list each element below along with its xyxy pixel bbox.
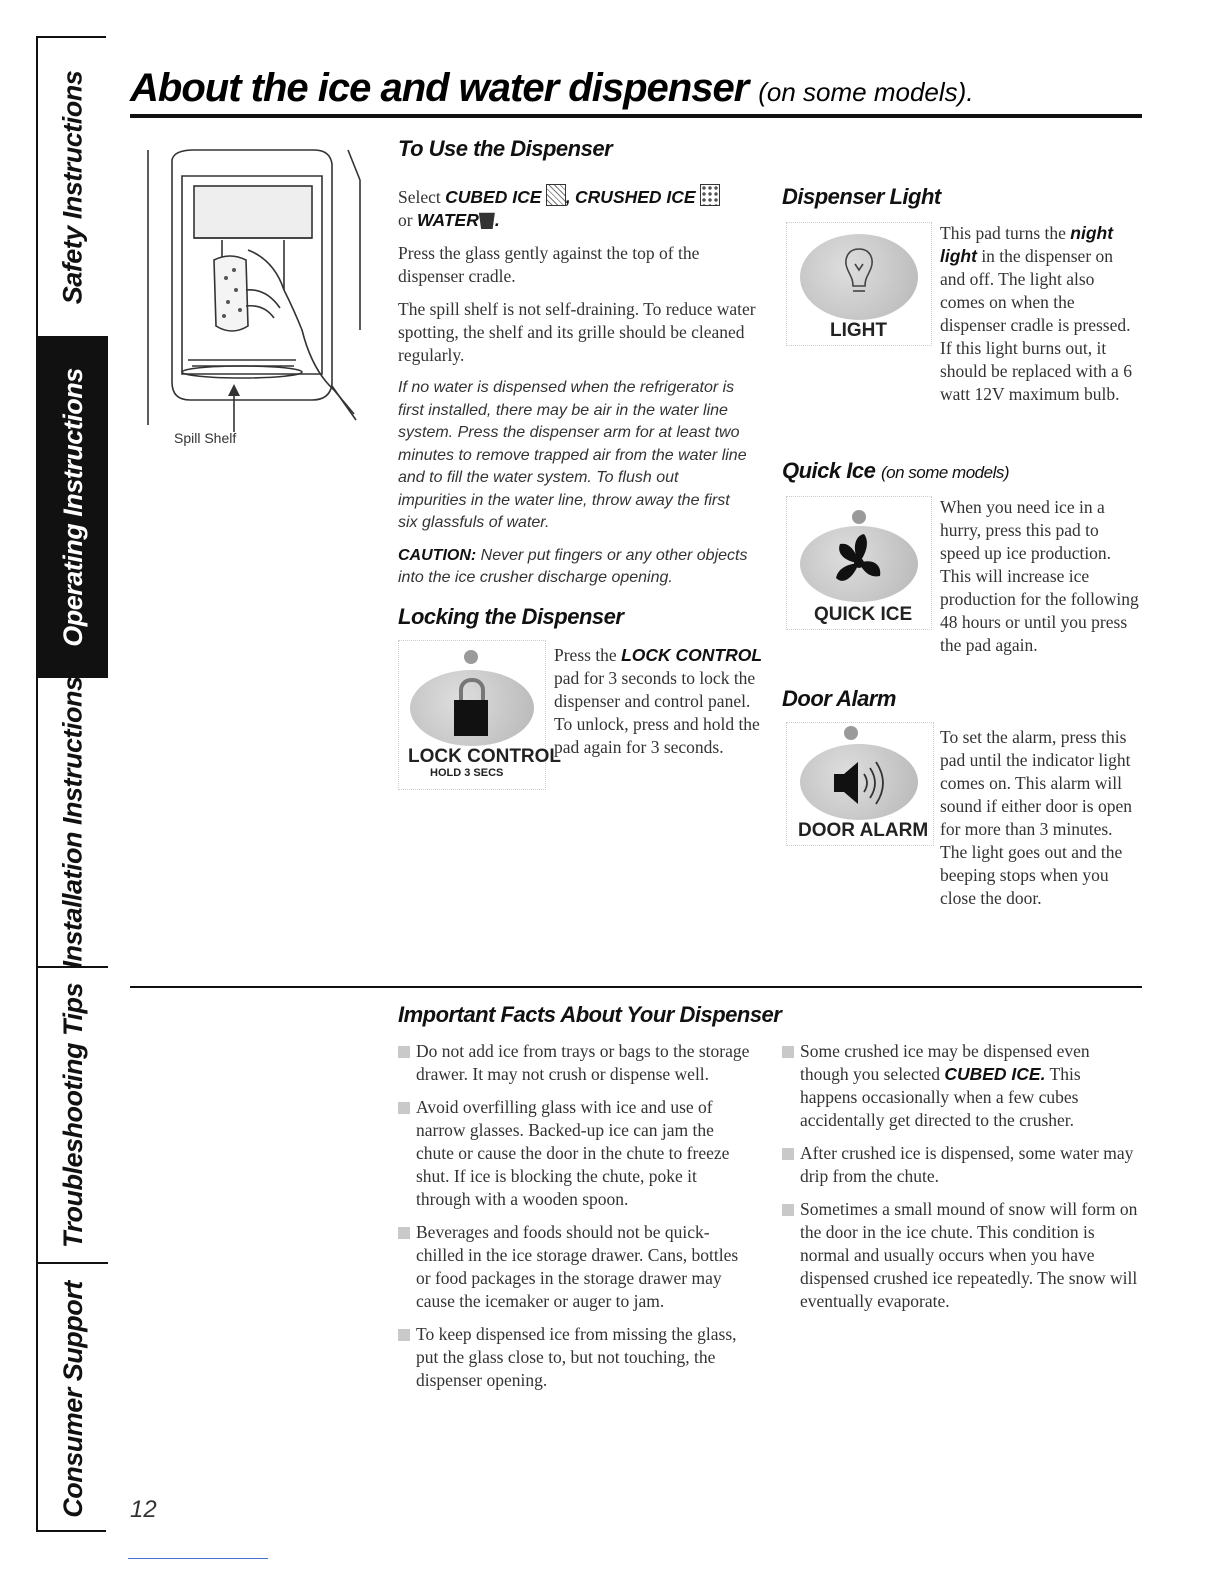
locking-text-1: Press the — [554, 645, 617, 665]
dispenser-illustration — [134, 140, 374, 440]
tab-label: Safety Instructions — [57, 70, 88, 304]
select-or: or — [398, 210, 413, 230]
select-sep: , — [565, 187, 571, 207]
page-number: 12 — [130, 1496, 157, 1523]
locking-keyword: LOCK CONTROL — [621, 645, 763, 665]
tab-consumer-support[interactable] — [38, 1264, 108, 1534]
caution-note — [398, 545, 748, 590]
list-item — [782, 1040, 1142, 1132]
title-main: About the ice and water dispenser — [130, 66, 749, 110]
use-heading: To Use the Dispenser — [398, 136, 613, 161]
locking-text — [554, 644, 764, 759]
light-text-1: This pad turns the — [940, 223, 1066, 243]
bullet-icon — [398, 1227, 410, 1239]
water-label: WATER — [416, 210, 479, 230]
select-end: . — [494, 210, 500, 230]
bullet-icon — [398, 1102, 410, 1114]
light-bulb-icon — [841, 246, 877, 302]
lock-control-pad[interactable] — [398, 640, 562, 790]
light-text-2: in the dispenser on and off. The light also comes on when the dispenser cradle is pressed. If this light burns out, it should be replaced with a 6 watt 12V maximum bulb. — [940, 246, 1132, 404]
list-item-text: Some crushed ice may be dispensed even though you selected — [800, 1041, 1090, 1084]
list-item — [398, 1221, 754, 1313]
use-paragraph-1: Press the glass gently against the top of the dispenser cradle. — [398, 243, 700, 286]
list-item — [782, 1142, 1142, 1188]
pad-label: QUICK ICE — [814, 604, 913, 625]
tab-label: Installation Instructions — [57, 675, 88, 969]
pad-label: DOOR ALARM — [798, 820, 929, 841]
list-item — [782, 1198, 1142, 1313]
tab-label: Operating Instructions — [57, 367, 88, 647]
locking-heading: Locking the Dispenser — [398, 604, 624, 629]
tab-safety-instructions[interactable] — [38, 38, 108, 338]
pad-label: LIGHT — [830, 320, 887, 341]
list-item-text: Avoid overfilling glass with ice and use of narrow glasses. Backed-up ice can jam the chute or cause the door in the chute to freeze shut. If ice is blocking the chute, poke it through with a wooden spoon. — [416, 1097, 730, 1209]
pad-label: LOCK CONTROL — [408, 746, 562, 767]
list-item — [398, 1040, 754, 1086]
tab-label: Consumer Support — [57, 1280, 88, 1518]
spill-shelf-caption: Spill Shelf — [174, 430, 237, 446]
bullet-icon — [398, 1046, 410, 1058]
indicator-light-icon — [464, 650, 478, 664]
bullet-icon — [398, 1329, 410, 1341]
locking-text-2: pad for 3 seconds to lock the dispenser and control panel. To unlock, press and hold the pad again for 3 seconds. — [554, 668, 760, 757]
list-item-text: Sometimes a small mound of snow will form on the door in the ice chute. This condition is normal and usually occurs when you have dispensed crushed ice repeatedly. The snow will eventually evaporate. — [800, 1199, 1138, 1311]
air-in-line-note: If no water is dispensed when the refrigerator is first installed, there may be air in the water line system. Press the dispenser arm for at least two minutes to remove trapped air from the water line and to fill the water system. To flush out impurities in the water line, throw away the first six glassfuls of water. — [398, 379, 747, 531]
fan-icon — [834, 530, 884, 596]
tab-label: Troubleshooting Tips — [57, 982, 88, 1248]
bullet-icon — [782, 1148, 794, 1160]
indicator-light-icon — [844, 726, 858, 740]
quick-ice-text: When you need ice in a hurry, press this pad to speed up ice production. This will increase ice production for the following 48 hours or until you press the pad again. — [940, 497, 1139, 655]
footer-line — [128, 1558, 268, 1559]
speaker-icon — [830, 754, 892, 812]
bullet-icon — [782, 1046, 794, 1058]
facts-heading: Important Facts About Your Dispenser — [398, 1002, 782, 1027]
list-item — [398, 1096, 754, 1211]
door-alarm-heading: Door Alarm — [782, 686, 896, 711]
caution-label: CAUTION: — [398, 546, 477, 564]
list-item-text: After crushed ice is dispensed, some water may drip from the chute. — [800, 1143, 1134, 1186]
cubed-ice-icon — [546, 184, 566, 206]
select-prefix: Select — [398, 187, 441, 207]
facts-list-left — [398, 1040, 754, 1402]
tab-troubleshooting-tips[interactable] — [38, 968, 108, 1264]
padlock-icon — [452, 678, 488, 738]
cubed-ice-label: CUBED ICE — [445, 187, 542, 207]
door-alarm-pad[interactable] — [786, 722, 934, 846]
indicator-light-icon — [852, 510, 866, 524]
crushed-ice-icon — [700, 184, 720, 206]
quick-ice-heading — [782, 458, 1009, 484]
water-icon — [479, 211, 495, 229]
quick-ice-heading-note: (on some models) — [880, 463, 1010, 482]
light-heading: Dispenser Light — [782, 184, 941, 209]
crushed-ice-label: CRUSHED ICE — [575, 187, 696, 207]
tab-operating-instructions[interactable] — [38, 338, 108, 678]
list-item — [398, 1323, 754, 1392]
side-tabs — [36, 36, 106, 1532]
cubed-ice-keyword: CUBED ICE. — [944, 1064, 1046, 1084]
title-note: (on some models). — [758, 77, 974, 107]
list-item-text: This happens occasionally when a few cubes accidentally get directed to the crusher. — [800, 1064, 1081, 1130]
title-divider — [130, 114, 1142, 118]
door-alarm-text: To set the alarm, press this pad until the indicator light comes on. This alarm will sound if either door is open for more than 3 minutes. The light goes out and the beeping stops when you close the door. — [940, 727, 1132, 908]
list-item-text: Beverages and foods should not be quick-chilled in the ice storage drawer. Cans, bottles or food packages in the storage drawer may cause the icemaker or auger to jam. — [416, 1222, 739, 1311]
select-line — [398, 184, 758, 232]
facts-divider — [130, 986, 1142, 988]
quick-ice-pad[interactable] — [786, 496, 932, 630]
list-item-text: To keep dispensed ice from missing the glass, put the glass close to, but not touching, the dispenser opening. — [416, 1324, 737, 1390]
list-item-text: Do not add ice from trays or bags to the storage drawer. It may not crush or dispense well. — [416, 1041, 750, 1084]
use-section — [398, 184, 758, 600]
page-title — [130, 64, 974, 111]
pad-sublabel: HOLD 3 SECS — [430, 767, 504, 779]
light-pad[interactable] — [786, 222, 932, 346]
light-keyword: night light — [940, 223, 1114, 266]
bullet-icon — [782, 1204, 794, 1216]
light-text — [940, 222, 1142, 406]
use-paragraph-2: The spill shelf is not self-draining. To reduce water spotting, the shelf and its grille should be cleaned regularly. — [398, 299, 756, 365]
caution-text: Never put fingers or any other objects into the ice crusher discharge opening. — [398, 546, 748, 586]
facts-list-right — [782, 1040, 1142, 1323]
quick-ice-heading-text: Quick Ice — [782, 458, 876, 483]
tab-installation-instructions[interactable] — [38, 675, 108, 969]
